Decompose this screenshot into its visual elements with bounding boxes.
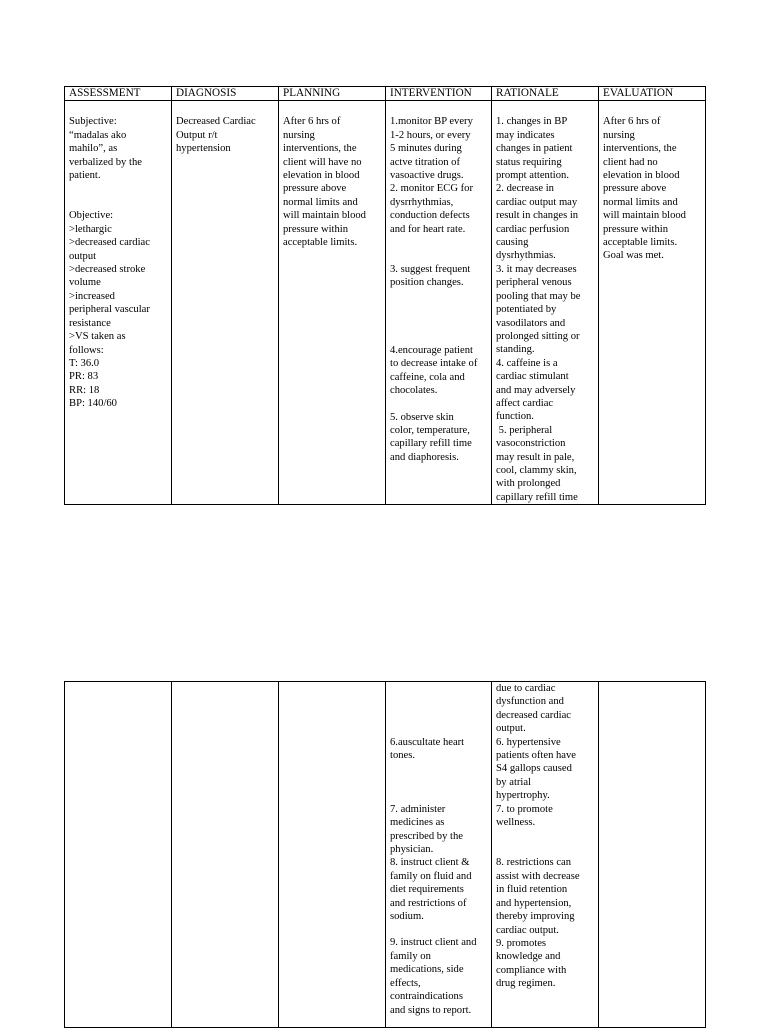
- care-plan-table-page-1: [64, 86, 706, 505]
- assessment-cell: [65, 682, 172, 1028]
- header-assessment: ASSESSMENT: [65, 87, 172, 101]
- rationale-5-continued: due to cardiac dysfunction and decreased cardiac output.: [496, 683, 571, 735]
- rationale-4: 4. caffeine is a cardiac stimulant and may adversely affect cardiac function.: [496, 357, 576, 423]
- intervention-9: 9. instruct client and family on medications, side effects, contraindications and signs to report.: [390, 937, 477, 1016]
- intervention-1: 1.monitor BP every 1-2 hours, or every 5 minutes during actve titration of vasoactive drugs.: [390, 116, 473, 182]
- intervention-6: 6.auscultate heart tones.: [390, 737, 465, 762]
- planning-text: After 6 hrs of nursing interventions, the client will have no elevation in blood pressure above normal limits and will maintain blood pressure within acceptable limits.: [283, 116, 366, 249]
- evaluation-cell: [599, 682, 706, 1028]
- planning-cell: [279, 682, 386, 1028]
- planning-cell: [279, 101, 386, 505]
- rationale-8: 8. restrictions can assist with decrease in fluid retention and hypertension, thereby improving cardiac output.: [496, 857, 580, 936]
- evaluation-text: After 6 hrs of nursing interventions, the client had no elevation in blood pressure above normal limits and will maintain blood pressure within acceptable limits. Goal was met.: [603, 116, 686, 262]
- care-plan-table-page-2: [64, 681, 706, 1028]
- assessment-cell: [65, 101, 172, 505]
- intervention-cell: [386, 101, 492, 505]
- rationale-6: 6. hypertensive patients often have S4 gallops caused by atrial hypertrophy.: [496, 736, 577, 802]
- diagnosis-cell: [172, 101, 279, 505]
- diagnosis-cell: [172, 682, 279, 1028]
- evaluation-cell: [599, 101, 706, 505]
- header-evaluation: EVALUATION: [599, 87, 706, 101]
- rationale-3: 3. it may decreases peripheral venous pooling that may be potentiated by vasodilators and prolonged sitting or standing.: [496, 263, 581, 356]
- intervention-5: 5. observe skin color, temperature, capillary refill time and diaphoresis.: [390, 411, 472, 463]
- header-planning: PLANNING: [279, 87, 386, 101]
- header-rationale: RATIONALE: [492, 87, 599, 101]
- rationale-cell: [492, 682, 599, 1028]
- rationale-1: 1. changes in BP may indicates changes in patient status requiring prompt attention.: [496, 116, 573, 182]
- intervention-cell: [386, 682, 492, 1028]
- rationale-2: 2. decrease in cardiac output may result in changes in cardiac perfusion causing dysrhythmias.: [496, 183, 579, 262]
- header-row: [65, 87, 706, 101]
- rationale-9: 9. promotes knowledge and compliance with drug regimen.: [496, 937, 567, 990]
- table-row: [65, 101, 706, 505]
- header-intervention: INTERVENTION: [386, 87, 492, 101]
- subjective-data: Subjective: “madalas ako mahilo”, as verbalized by the patient.: [69, 116, 142, 182]
- rationale-5: 5. peripheral vasoconstriction may result in pale, cool, clammy skin, with prolonged capillary refill time: [496, 424, 578, 503]
- intervention-3: 3. suggest frequent position changes.: [390, 264, 471, 289]
- table-row: [65, 682, 706, 1028]
- header-diagnosis: DIAGNOSIS: [172, 87, 279, 101]
- objective-data: Objective: >lethargic >decreased cardiac output >decreased stroke volume >increased peripheral vascular resistance >VS taken as follows: T: 36.0 PR: 83 RR: 18 BP: 140/60: [69, 210, 150, 410]
- rationale-cell: [492, 101, 599, 505]
- intervention-4: 4.encourage patient to decrease intake of caffeine, cola and chocolates.: [390, 344, 478, 397]
- intervention-7: 7. administer medicines as prescribed by the physician.: [390, 803, 463, 856]
- rationale-7: 7. to promote wellness.: [496, 803, 553, 829]
- intervention-8: 8. instruct client & family on fluid and diet requirements and restrictions of sodium.: [390, 857, 472, 923]
- intervention-2: 2. monitor ECG for dysrrhythmias, conduction defects and for heart rate.: [390, 183, 473, 235]
- diagnosis-text: Decreased Cardiac Output r/t hypertension: [176, 116, 256, 155]
